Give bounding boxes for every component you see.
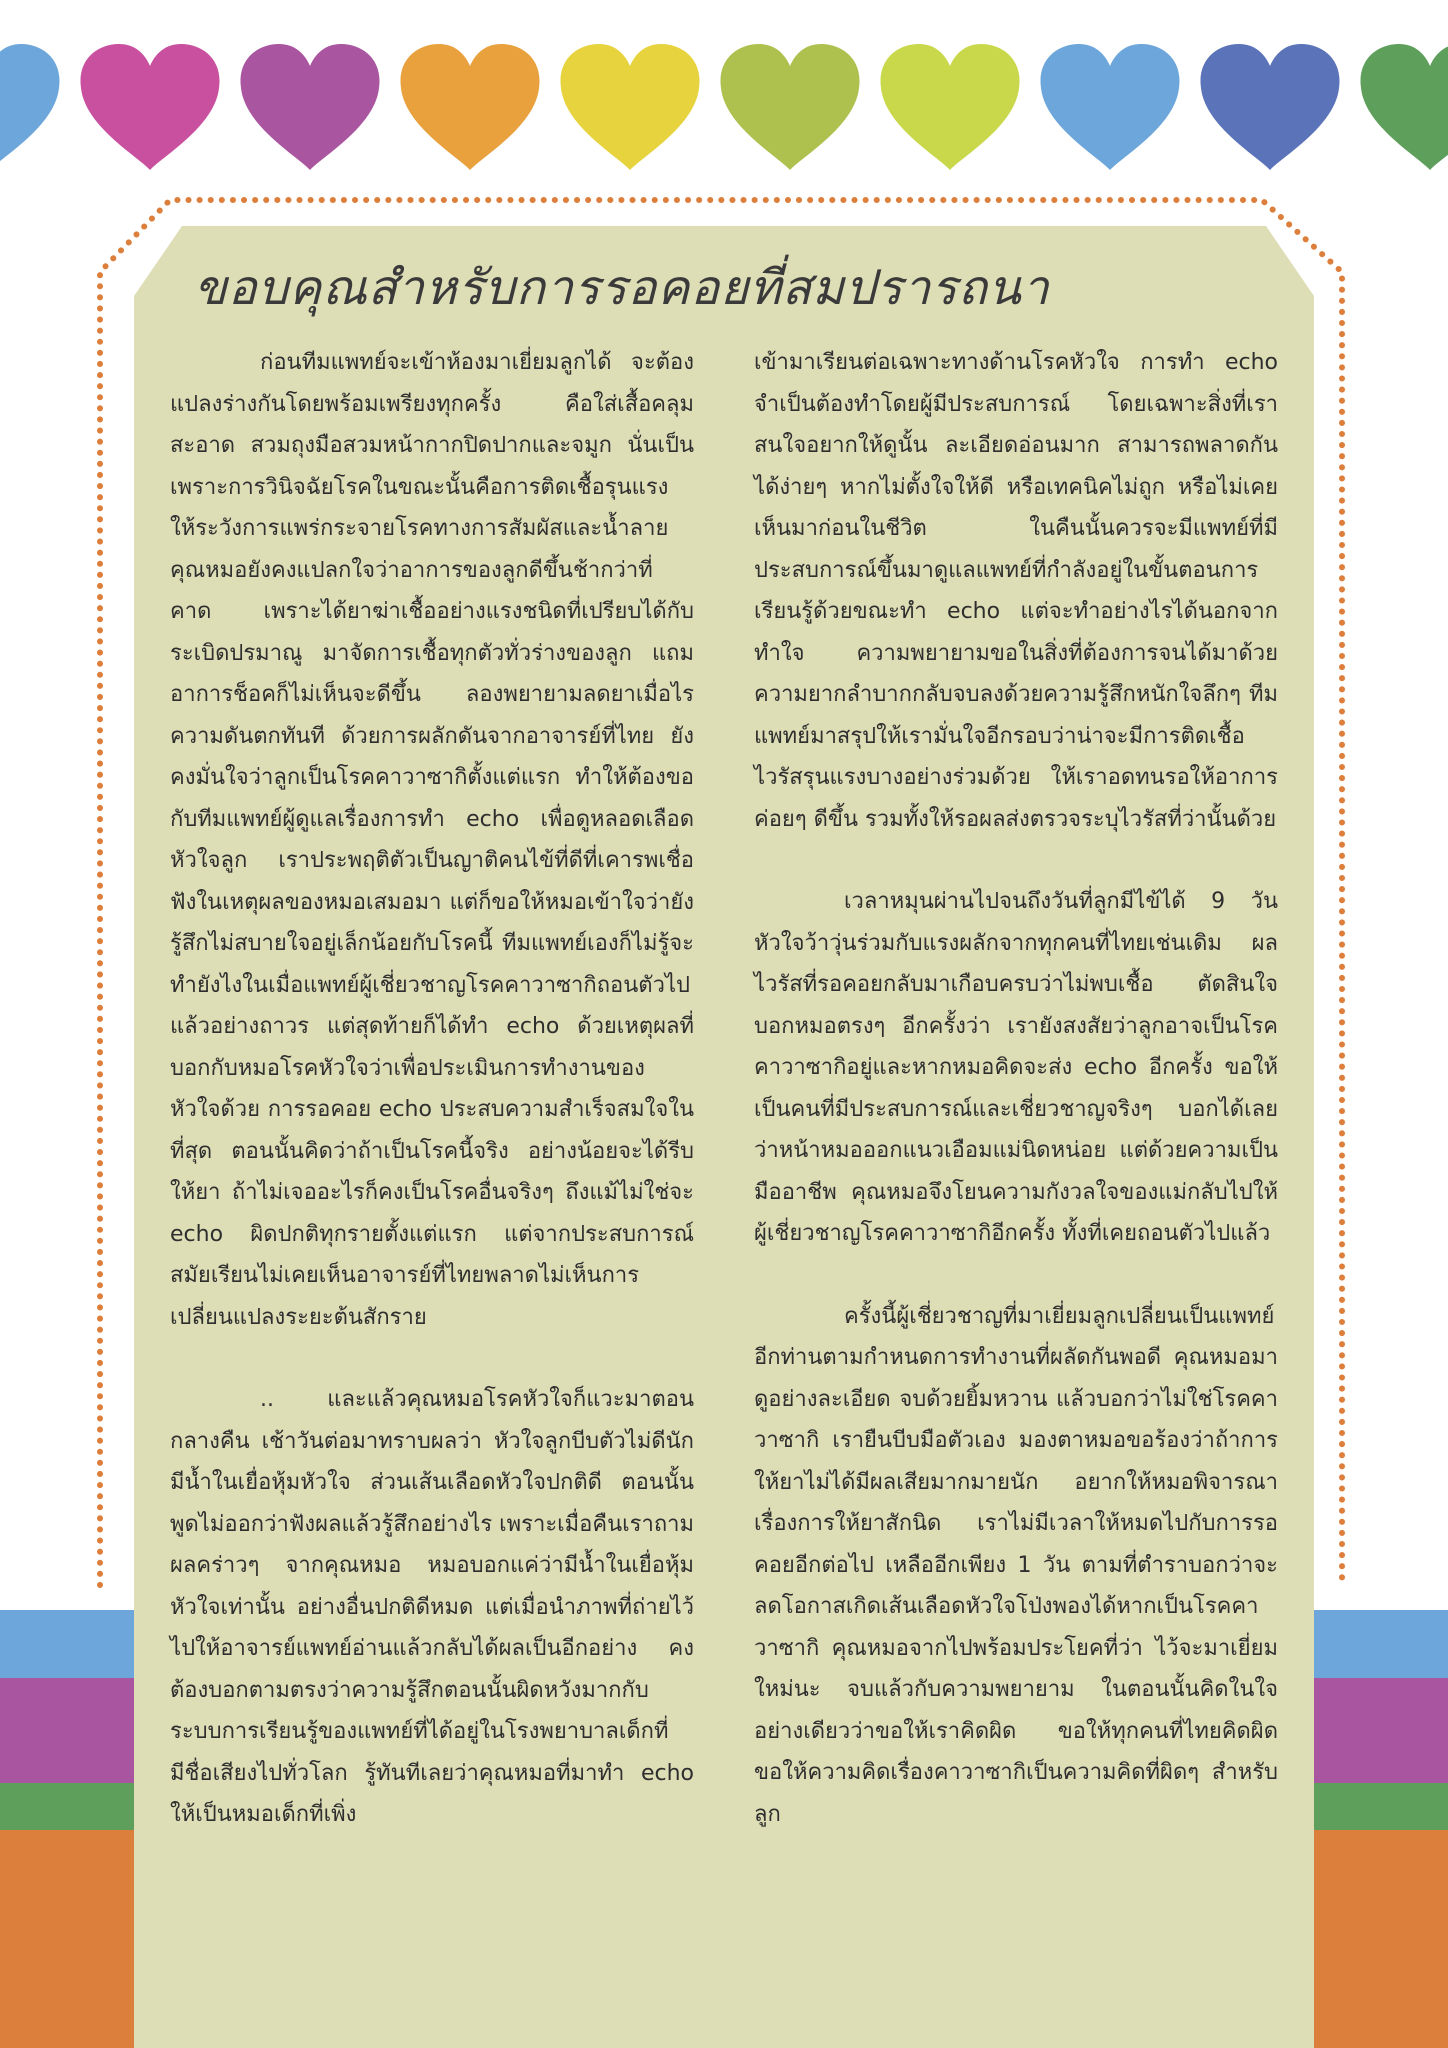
heart-banner [0,40,1448,180]
paragraph: .. และแล้วคุณหมอโรคหัวใจก็แวะมาตอนกลางคืน เช้าวันต่อมาทราบผลว่า หัวใจลูกบีบตัวไม่ดีนัก มีน้ำในเยื่อหุ้มหัวใจ ส่วนเส้นเลือดหัวใจปกติดี ตอนนั้นพูดไม่ออกว่าฟังผลแล้วรู้สึกอย่างไร เพราะเมื่อคืนเราถามผลคร่าวๆ จากคุณหมอ หมอบอกแค่ว่ามีน้ำในเยื่อหุ้มหัวใจเท่านั้น อย่างอื่นปกติดีหมด แต่เมื่อนำภาพที่ถ่ายไว้ไปให้อาจารย์แพทย์อ่านแล้วกลับได้ผลเป็นอีกอย่าง คงต้องบอกตามตรงว่าความรู้สึกตอนนั้นผิดหวังมากกับระบบการเรียนรู้ของแพทย์ที่ได้อยู่ในโรงพยาบาลเด็กที่มีชื่อเสียงไปทั่วโลก รู้ทันทีเลยว่าคุณหมอที่มาทำ echo ให้เป็นหมอเด็กที่เพิ่ง [170,1387,695,1827]
heart-magenta-icon [77,40,223,176]
heart-blue-1-icon [0,40,63,176]
article-title: ขอบคุณสำหรับการรอคอยที่สมปรารถนา [194,260,1050,316]
left-column [170,342,694,1877]
heart-yellow-icon [557,40,703,176]
paragraph: เข้ามาเรียนต่อเฉพาะทางด้านโรคหัวใจ การทำ echo จำเป็นต้องทำโดยผู้มีประสบการณ์ โดยเฉพาะสิ่งที่เราสนใจอยากให้ดูนั้น ละเอียดอ่อนมาก สามารถพลาดกันได้ง่ายๆ หากไม่ตั้งใจให้ดี หรือเทคนิคไม่ถูก หรือไม่เคยเห็นมาก่อนในชีวิต ในคืนนั้นควรจะมีแพทย์ที่มีประสบการณ์ขึ้นมาดูแลแพทย์ที่กำลังอยู่ในขั้นตอนการเรียนรู้ด้วยขณะทำ echo แต่จะทำอย่างไรได้นอกจากทำใจ ความพยายามขอในสิ่งที่ต้องการจนได้มาด้วยความยากลำบากกลับจบลงด้วยความรู้สึกหนักใจลึกๆ ทีมแพทย์มาสรุปให้เรามั่นใจอีกรอบว่าน่าจะมีการติดเชื้อไวรัสรุนแรงบางอย่างร่วมด้วย ให้เราอดทนรอให้อาการค่อยๆ ดีขึ้น รวมทั้งให้รอผลส่งตรวจระบุไวรัสที่ว่านั้นด้วย [754,350,1278,832]
heart-light-blue-icon [1037,40,1183,176]
heart-dark-blue-icon [1197,40,1343,176]
heart-olive-icon [717,40,863,176]
heart-green-icon [1357,40,1448,176]
paragraph: เวลาหมุนผ่านไปจนถึงวันที่ลูกมีไข้ได้ 9 วัน หัวใจว้าวุ่นร่วมกับแรงผลักจากทุกคนที่ไทยเช่นเดิม ผลไวรัสที่รอคอยกลับมาเกือบครบว่าไม่พบเชื้อ ตัดสินใจบอกหมอตรงๆ อีกครั้งว่า เรายังสงสัยว่าลูกอาจเป็นโรคคาวาซากิอยู่และหากหมอคิดจะส่ง echo อีกครั้ง ขอให้เป็นคนที่มีประสบการณ์และเชี่ยวชาญจริงๆ บอกได้เลยว่าหน้าหมอออกแนวเอือมแม่นิดหน่อย แต่ด้วยความเป็นมืออาชีพ คุณหมอจึงโยนความกังวลใจของแม่กลับไปให้ผู้เชี่ยวชาญโรคคาวาซากิอีกครั้ง ทั้งที่เคยถอนตัวไปแล้ว [754,889,1278,1246]
paragraph: ครั้งนี้ผู้เชี่ยวชาญที่มาเยี่ยมลูกเปลี่ยนเป็นแพทย์อีกท่านตามกำหนดการทำงานที่ผลัดกันพอดี คุณหมอมาดูอย่างละเอียด จบด้วยยิ้มหวาน แล้วบอกว่าไม่ใช่โรคคาวาซากิ เรายืนบีบมือตัวเอง มองตาหมอขอร้องว่าถ้าการให้ยาไม่ได้มีผลเสียมากมายนัก อยากให้หมอพิจารณาเรื่องการให้ยาสักนิด เราไม่มีเวลาให้หมดไปกับการรอคอยอีกต่อไป เหลืออีกเพียง 1 วัน ตามที่ตำราบอกว่าจะลดโอกาสเกิดเส้นเลือดหัวใจโป่งพองได้หากเป็นโรคคาวาซากิ คุณหมอจากไปพร้อมประโยคที่ว่า ไว้จะมาเยี่ยมใหม่นะ จบแล้วกับความพยายาม ในตอนนั้นคิดในใจอย่างเดียวว่าขอให้เราคิดผิด ขอให้ทุกคนที่ไทยคิดผิด ขอให้ความคิดเรื่องคาวาซากิเป็นความคิดที่ผิดๆ สำหรับลูก [754,1303,1278,1827]
paragraph: ก่อนทีมแพทย์จะเข้าห้องมาเยี่ยมลูกได้ จะต้องแปลงร่างกันโดยพร้อมเพรียงทุกครั้ง คือใส่เสื้อคลุมสะอาด สวมถุงมือสวมหน้ากากปิดปากและจมูก นั่นเป็นเพราะการวินิจฉัยโรคในขณะนั้นคือการติดเชื้อรุนแรง ให้ระวังการแพร่กระจายโรคทางการสัมผัสและน้ำลาย คุณหมอยังคงแปลกใจว่าอาการของลูกดีขึ้นช้ากว่าที่คาด เพราะได้ยาฆ่าเชื้ออย่างแรงชนิดที่เปรียบได้กับระเบิดปรมาณู มาจัดการเชื้อทุกตัวทั่วร่างของลูก แถมอาการช็อคก็ไม่เห็นจะดีขึ้น ลองพยายามลดยาเมื่อไร ความดันตกทันที ด้วยการผลักดันจากอาจารย์ที่ไทย ยังคงมั่นใจว่าลูกเป็นโรคคาวาซากิตั้งแต่แรก ทำให้ต้องขอกับทีมแพทย์ผู้ดูแลเรื่องการทำ echo เพื่อดูหลอดเลือดหัวใจลูก เราประพฤติตัวเป็นญาติคนไข้ที่ดีที่เคารพเชื่อฟังในเหตุผลของหมอเสมอมา แต่ก็ขอให้หมอเข้าใจว่ายังรู้สึกไม่สบายใจอยู่เล็กน้อยกับโรคนี้ ทีมแพทย์เองก็ไม่รู้จะทำยังไงในเมื่อแพทย์ผู้เชี่ยวชาญโรคคาวาซากิถอนตัวไปแล้วอย่างถาวร แต่สุดท้ายก็ได้ทำ echo ด้วยเหตุผลที่บอกกับหมอโรคหัวใจว่าเพื่อประเมินการทำงานของหัวใจด้วย การรอคอย echo ประสบความสำเร็จสมใจในที่สุด ตอนนั้นคิดว่าถ้าเป็นโรคนี้จริง อย่างน้อยจะได้รีบให้ยา ถ้าไม่เจออะไรก็คงเป็นโรคอื่นจริงๆ ถึงแม้ไม่ใช่จะ echo ผิดปกติทุกรายตั้งแต่แรก แต่จากประสบการณ์สมัยเรียนไม่เคยเห็นอาจารย์ที่ไทยพลาดไม่เห็นการเปลี่ยนแปลงระยะต้นสักราย [170,350,694,1330]
heart-purple-icon [237,40,383,176]
right-column [754,342,1278,1876]
heart-lime-icon [877,40,1023,176]
heart-orange-icon [397,40,543,176]
